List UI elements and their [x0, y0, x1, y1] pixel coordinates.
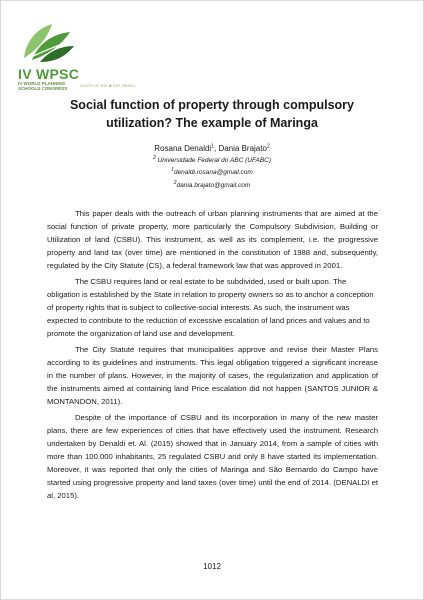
body-paragraph: Despite of the importance of CSBU and its incorporation in many of the new master plans, there are few experiences of cities that have effectively used the instrument. Research undertaken by Denaldi et. Al. (2015) showed that in January 2014, from a sample of cities with more than 100.000 inhabitants, 25 regulated CSBU and only 8 have started its implementation. Moreover, it was reported that only the cities of Maringa and São Bernardo do Campo have started using progressive property and land taxes (over time) until the end of 2014. (DENALDI et al, 2015). [47, 413, 378, 500]
paper-title-line2: utilization? The example of Maringa [106, 116, 318, 130]
body-paragraph: The City Statute requires that municipalities approve and revise their Master Plans according to its guidelines and instruments. This legal obligation triggered a significant increase in the number of plans. However, in the majority of cases, the regularization and application of the instruments aimed at containing land Price escalation did not happen (SANTOS JUNIOR & MONTANDON, 2011). [47, 345, 378, 406]
author-name: Dania Brajato [218, 144, 267, 153]
email-superscript: 1 [171, 166, 174, 173]
logo-subtitle [18, 81, 88, 91]
logo-subtitle-line2: SCHOOLS CONGRESS [18, 86, 68, 91]
author-email [40, 179, 384, 190]
email-superscript: 2 [173, 179, 177, 186]
logo-subtitle-line1: IV WORLD PLANNING [18, 81, 66, 86]
abstract-body [47, 207, 378, 505]
author-name: Rosana Denaldi [154, 144, 212, 153]
email-text: dania.brajato@gmail.com [176, 182, 251, 189]
body-paragraph: The CSBU requires land or real estate to be subdivided, used or built upon. The obligation is established by the State in relation to property owners so as to anchor a conception of property rights that is subject to collective-social interests. As such, the instrument was expected to contribute to the reduction of excessive escalation of land prices and values and to promote the organization of land use and development. [47, 277, 374, 338]
paper-title [40, 96, 384, 132]
author-separator: , [214, 144, 219, 153]
congress-logo [18, 18, 158, 91]
author-list [40, 144, 384, 154]
logo-title: IV WPSC [18, 66, 80, 82]
author-email [40, 166, 384, 177]
wpsc-leaf-logo-icon [18, 18, 78, 66]
affiliation-superscript: 2 [152, 154, 156, 161]
paper-title-line1: Social function of property through compulsory [69, 98, 355, 112]
email-text: denaldi.rosana@gmail.com [173, 169, 253, 176]
body-paragraph: This paper deals with the outreach of urban planning instruments that are aimed at the social function of private property, more particularly the Compulsory Subdivision, Building or Utilization of land (CSBU). This instrument, as well as its complement, i.e. the progressive property and land tax (over time) are mentioned in the constitution of 1988 and, subsequently, regulated by the City Statute (CS), a federal framework law that was approved in 2001. [47, 209, 378, 270]
author-superscript: 2 [266, 143, 270, 150]
affiliation-text: Universidade Federal do ABC (UFABC) [157, 157, 272, 164]
logo-place: SOUTH OF RIO ✱ RIO, BRAZIL [80, 84, 136, 88]
affiliation [40, 154, 384, 165]
author-superscript: 1 [211, 143, 214, 150]
page-number: 1012 [203, 562, 221, 571]
